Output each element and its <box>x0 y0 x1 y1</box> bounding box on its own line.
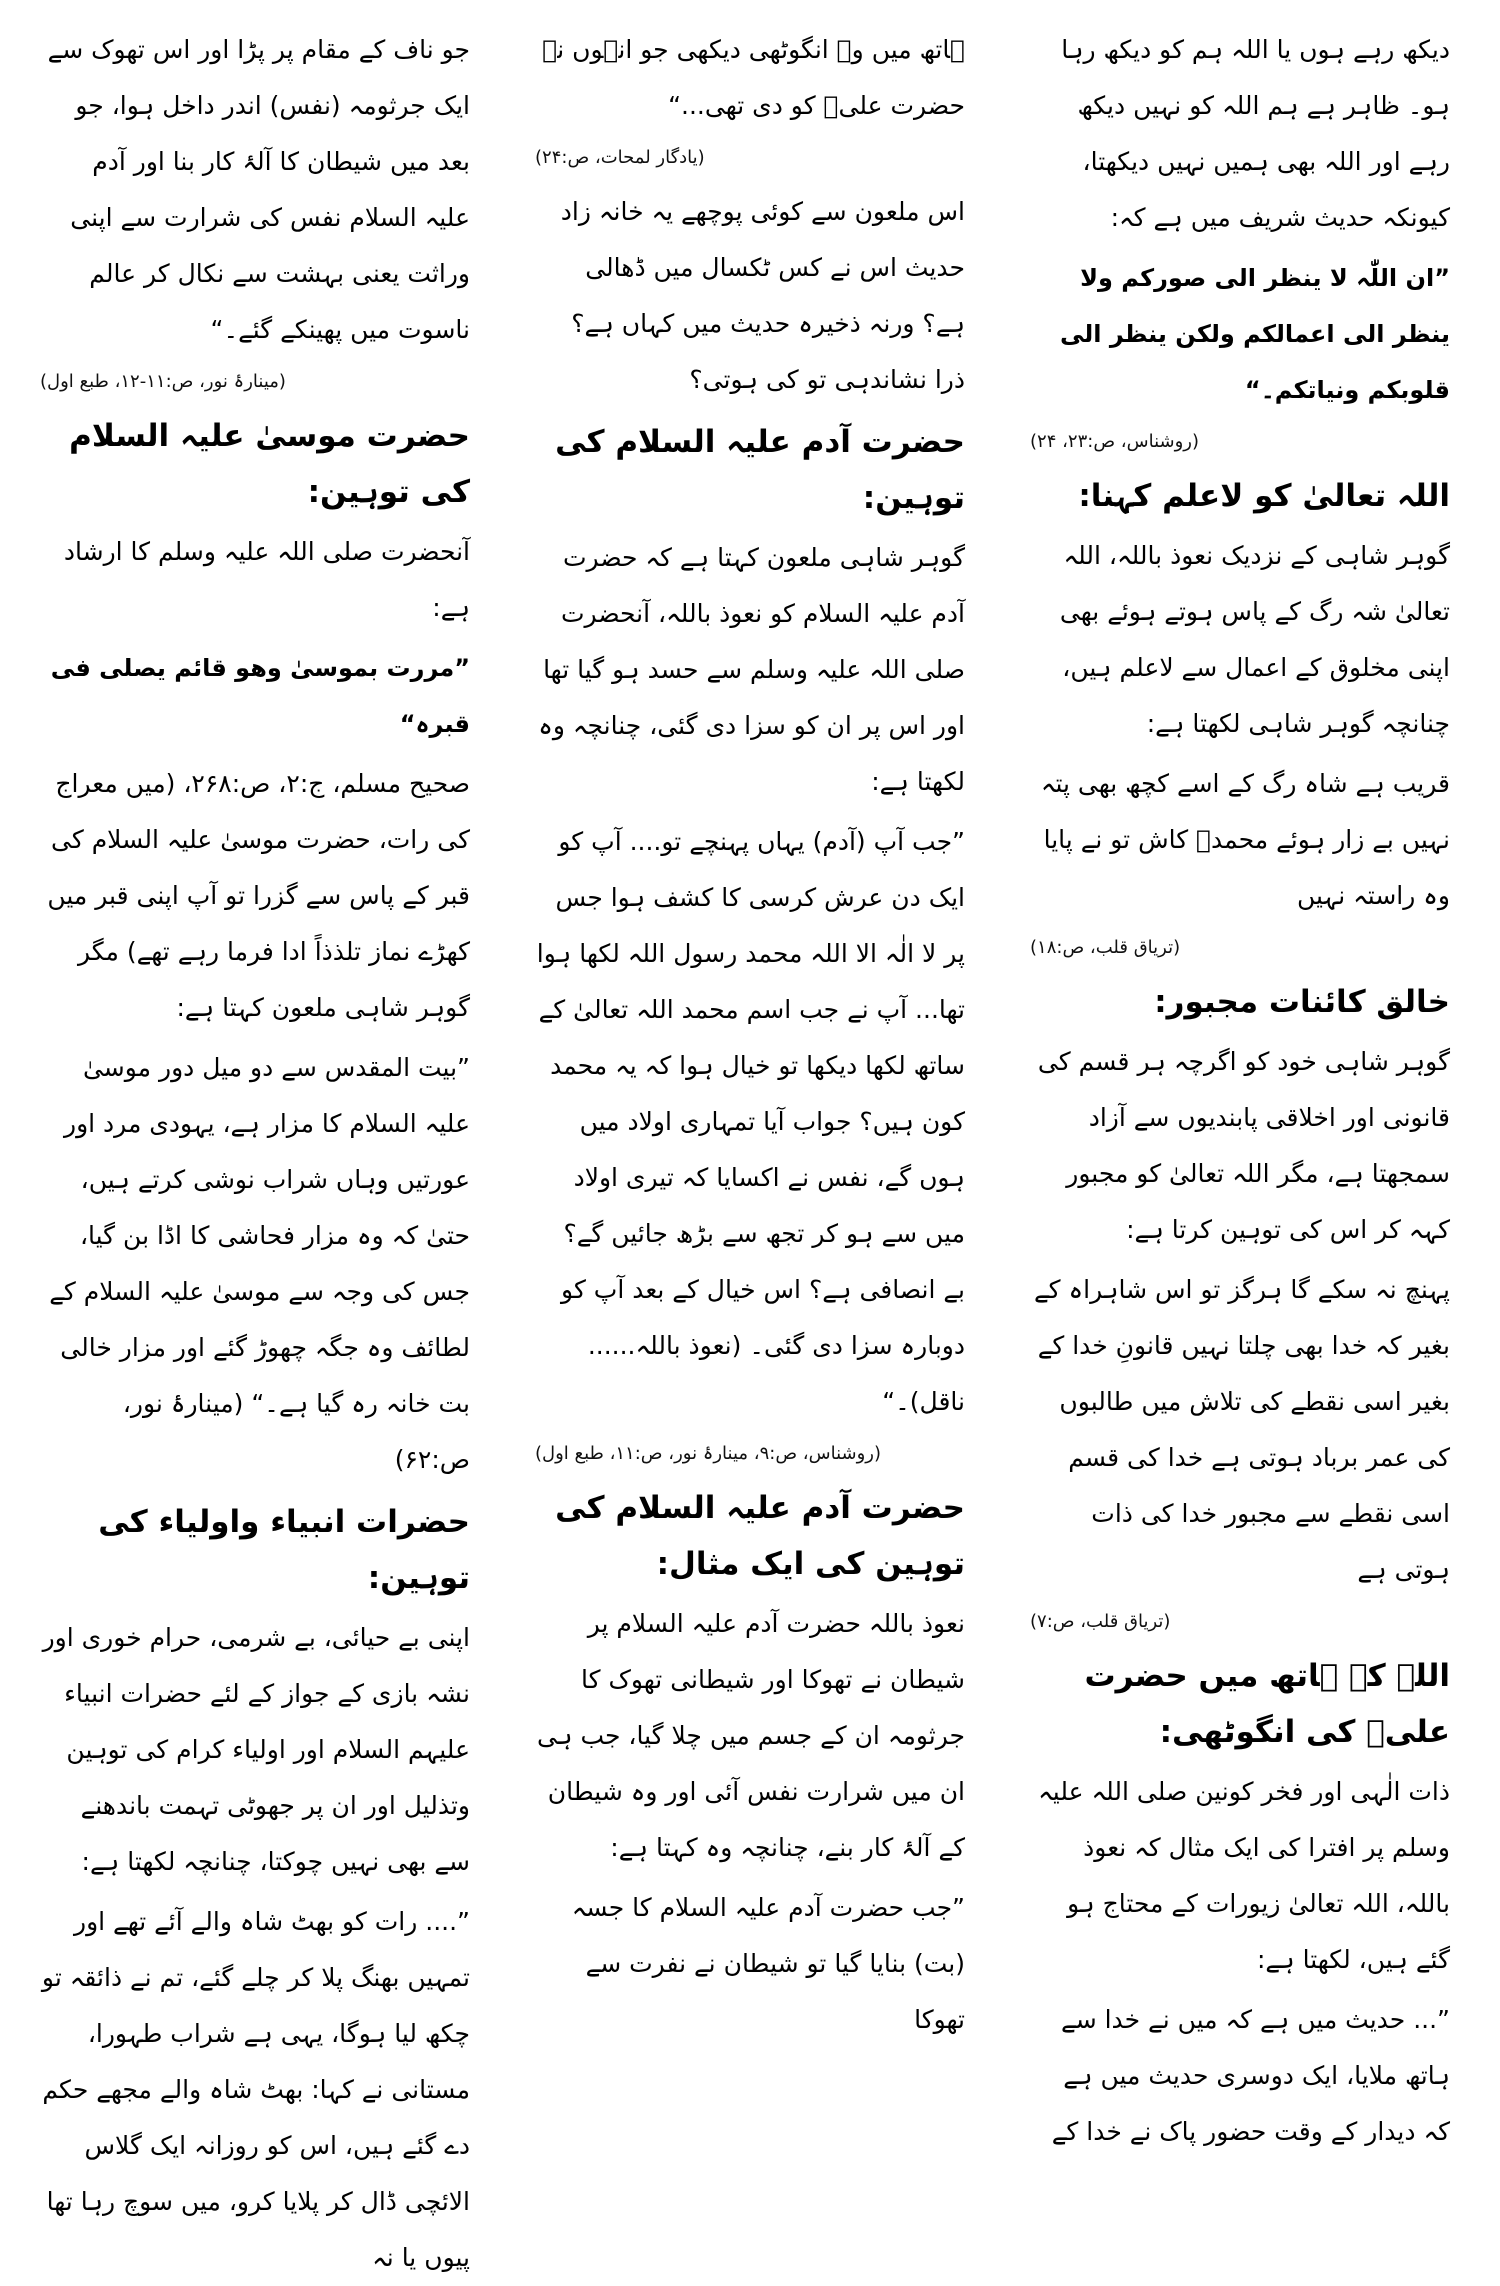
reference-citation: (تریاق قلب، ص:۷) <box>1030 1611 1171 1632</box>
paragraph: قریب ہے شاہ رگ کے اسے کچھ بھی پتہ نہیں بے زار ہوئے محمدؐ کاش تو نے پایا وہ راستہ نہیں <box>1040 769 1450 910</box>
paragraph: ”.... رات کو بھٹ شاہ والے آئے تھے اور تمہیں بھنگ پلا کر چلے گئے، تم نے ذائقہ تو چکھ لیا ہوگا، یہی ہے شراب طہورا، مستانی نے کہا: بھٹ شاہ والے مجھے حکم دے گئے ہیں، اس کو روزانہ ایک گلاس الائچی ڈال کر پلایا کرو، میں سوچ رہا تھا پیوں یا نہ <box>41 1907 470 2272</box>
reference-citation: (روشناس، ص:۲۳، ۲۴) <box>1030 431 1199 452</box>
paragraph: صحیح مسلم، ج:۲، ص:۲۶۸، (میں معراج کی رات، حضرت موسیٰ علیہ السلام کی قبر کے پاس سے گزرا تو آپ اپنی قبر میں کھڑے نماز تلذذاً ادا فرما رہے تھے) مگر گوہر شاہی ملعون کہتا ہے: <box>47 769 470 1022</box>
paragraph: گوہر شاہی خود کو اگرچہ ہر قسم کی قانونی اور اخلاقی پابندیوں سے آزاد سمجھتا ہے، مگر اللہ تعالیٰ کو مجبور کہہ کر اس کی توہین کرتا ہے: <box>1037 1047 1450 1244</box>
section-heading: حضرت آدم علیہ السلام کی توہین کی ایک مثال: <box>555 1490 965 1582</box>
paragraph: گوہر شاہی ملعون کہتا ہے کہ حضرت آدم علیہ السلام کو نعوذ باللہ، آنحضرت صلی اللہ علیہ وسلم سے حسد ہو گیا تھا اور اس پر ان کو سزا دی گئی، چنانچہ وہ لکھتا ہے: <box>538 543 965 796</box>
paragraph: ”... حدیث میں ہے کہ میں نے خدا سے ہاتھ ملایا، ایک دوسری حدیث میں ہے کہ دیدار کے وقت حضور پاک نے خدا کے <box>1051 2005 1450 2146</box>
arabic-quote: ”مررت بموسیٰ وھو قائم یصلی فی قبرہ“ <box>50 654 470 738</box>
paragraph: ”جب حضرت آدم علیہ السلام کا جسہ (بت) بنایا گیا تو شیطان نے نفرت سے تھوکا <box>571 1893 965 2034</box>
column-right <box>1030 22 1450 2182</box>
paragraph: اپنی بے حیائی، بے شرمی، حرام خوری اور نشہ بازی کے جواز کے لئے حضرات انبیاء علیہم السلام اور اولیاء کرام کی توہین وتذلیل اور ان پر جھوٹی تہمت باندھنے سے بھی نہیں چوکتا، چنانچہ لکھتا ہے: <box>42 1623 470 1876</box>
paragraph: آنحضرت صلی اللہ علیہ وسلم کا ارشاد ہے: <box>63 537 470 622</box>
section-heading: حضرات انبیاء واولیاء کی توہین: <box>98 1504 470 1596</box>
section-heading: اللہ تعالیٰ کو لاعلم کہنا: <box>1078 478 1450 514</box>
reference-citation: (تریاق قلب، ص:۱۸) <box>1030 937 1181 958</box>
reference-citation: (یادگار لمحات، ص:۲۴) <box>535 147 705 168</box>
section-heading: حضرت موسیٰ علیہ السلام کی توہین: <box>69 418 470 510</box>
paragraph: ”جب آپ (آدم) یہاں پہنچے تو.... آپ کو ایک دن عرش کرسی کا کشف ہوا جس پر لا الٰہ الا اللہ محمد رسول اللہ لکھا ہوا تھا... آپ نے جب اسم محمد اللہ تعالیٰ کے ساتھ لکھا دیکھا تو خیال ہوا کہ یہ محمد کون ہیں؟ جواب آیا تمہاری اولاد میں ہوں گے، نفس نے اکسایا کہ تیری اولاد میں سے ہو کر تجھ سے بڑھ جائیں گے؟ بے انصافی ہے؟ اس خیال کے بعد آپ کو دوبارہ سزا دی گئی۔ (نعوذ باللہ...... ناقل)۔“ <box>536 827 965 1416</box>
reference-citation: (روشناس، ص:۹، مینارۂ نور، ص:۱۱، طبع اول) <box>535 1443 881 1464</box>
paragraph: گوہر شاہی کے نزدیک نعوذ باللہ، اللہ تعالیٰ شہ رگ کے پاس ہوتے ہوئے بھی اپنی مخلوق کے اعمال سے لاعلم ہیں، چنانچہ گوہر شاہی لکھتا ہے: <box>1059 541 1450 738</box>
section-heading: حضرت آدم علیہ السلام کی توہین: <box>555 424 965 516</box>
paragraph: نعوذ باللہ حضرت آدم علیہ السلام پر شیطان نے تھوکا اور شیطانی تھوک کا جرثومہ ان کے جسم میں چلا گیا، جب ہی ان میں شرارت نفس آئی اور وہ شیطان کے آلۂ کار بنے، چنانچہ وہ کہتا ہے: <box>537 1609 965 1862</box>
paragraph: ”بیت المقدس سے دو میل دور موسیٰ علیہ السلام کا مزار ہے، یہودی مرد اور عورتیں وہاں شراب نوشی کرتے ہیں، حتیٰ کہ وہ مزار فحاشی کا اڈا بن گیا، جس کی وجہ سے موسیٰ علیہ السلام کے لطائف وہ جگہ چھوڑ گئے اور مزار خالی بت خانہ رہ گیا ہے۔“ (مینارۂ نور، ص:۶۲) <box>49 1053 470 1474</box>
column-left <box>40 22 470 2272</box>
column-middle <box>535 22 965 2182</box>
arabic-quote: ”ان اللّٰہ لا ینظر الی صورکم ولا ینظر الی اعمالکم ولکن ینظر الی قلوبکم ونیاتکم۔“ <box>1059 264 1450 404</box>
section-heading: خالق کائنات مجبور: <box>1154 984 1450 1020</box>
paragraph: ہاتھ میں وہ انگوٹھی دیکھی جو انہوں نے حضرت علیؓ کو دی تھی...“ <box>542 35 965 120</box>
paragraph: ذات الٰہی اور فخر کونین صلی اللہ علیہ وسلم پر افترا کی ایک مثال کہ نعوذ باللہ، اللہ تعالیٰ زیورات کے محتاج ہو گئے ہیں، لکھتا ہے: <box>1038 1777 1450 1974</box>
paragraph: جو ناف کے مقام پر پڑا اور اس تھوک سے ایک جرثومہ (نفس) اندر داخل ہوا، جو بعد میں شیطان کا آلۂ کار بنا اور آدم علیہ السلام نفس کی شرارت سے اپنی وراثت یعنی بہشت سے نکال کر عالم ناسوت میں پھینکے گئے۔“ <box>47 35 470 344</box>
reference-citation: (مینارۂ نور، ص:۱۱-۱۲، طبع اول) <box>40 371 286 392</box>
paragraph: پہنچ نہ سکے گا ہرگز تو اس شاہراہ کے بغیر کہ خدا بھی چلتا نہیں قانونِ خدا کے بغیر اسی نقطے کی تلاش میں طالبوں کی عمر برباد ہوتی ہے خدا کی قسم اسی نقطے سے مجبور خدا کی ذات ہوتی ہے <box>1033 1275 1450 1584</box>
paragraph: دیکھ رہے ہوں یا اللہ ہم کو دیکھ رہا ہو۔ ظاہر ہے ہم اللہ کو نہیں دیکھ رہے اور اللہ بھی ہمیں نہیں دیکھتا، کیونکہ حدیث شریف میں ہے کہ: <box>1061 35 1450 232</box>
section-heading: اللہ کے ہاتھ میں حضرت علیؓ کی انگوٹھی: <box>1084 1658 1450 1750</box>
paragraph: اس ملعون سے کوئی پوچھے یہ خانہ زاد حدیث اس نے کس ٹکسال میں ڈھالی ہے؟ ورنہ ذخیرہ حدیث میں کہاں ہے؟ ذرا نشاندہی تو کی ہوتی؟ <box>560 197 965 394</box>
